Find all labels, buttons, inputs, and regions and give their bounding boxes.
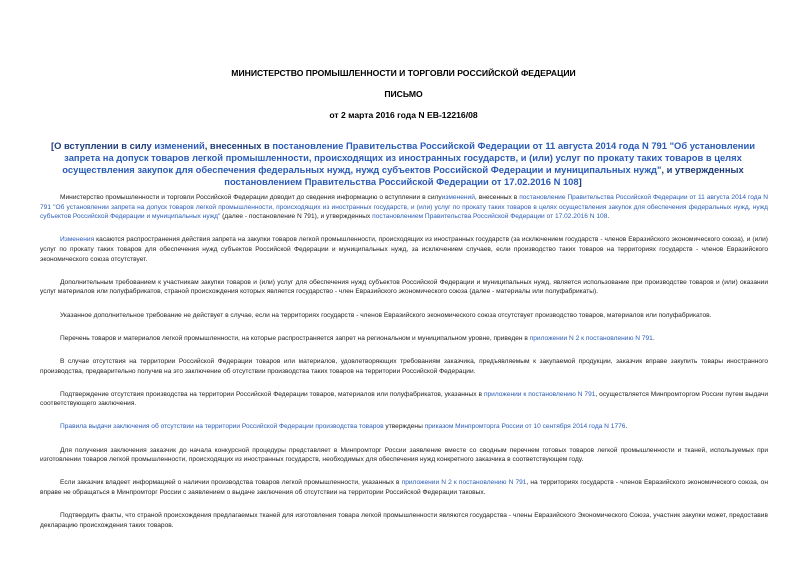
link-appendix[interactable]: приложении к постановлению N 791 [483,390,596,398]
paragraph-5: Перечень товаров и материалов легкой промышленности, на которые распространяется запрет на региональном и муниципальном уровне, приведен в приложении N 2 к постановлению N 791. [60,334,655,342]
title-link-amendments[interactable]: изменений [154,140,205,151]
document-body [40,193,768,544]
link-amendments[interactable]: изменений [441,194,475,201]
title-link-resolution-108[interactable]: постановлением Правительства Российской Федерации от 17.02.2016 N 108 [224,176,579,187]
link-appendix-2[interactable]: приложении N 2 к постановлению N 791 [529,334,653,342]
link-appendix-2-second[interactable]: приложении N 2 к постановлению N 791 [401,479,527,487]
paragraph-3: Дополнительным требованием к участникам закупки товаров и (или) услуг для обеспечения нужд субъектов Российской Федерации и муниципальных нужд, является использование при производстве товаров и (или) оказании услуг материалов или полуфабрикатов, страной происхождения которых является государство - член Евразийского экономического союза (далее - материалы или полуфабрикаты). [40,278,768,296]
paragraph-7: Подтверждение отсутствия производства на территории Российской Федерации товаров, материалов или полуфабрикатов, указанных в приложении к постановлению N 791, осуществляется Минпромторгом России путем выдачи соответствующего заключения. [40,390,769,408]
title-link-resolution-791[interactable]: постановление Правительства Российской Федерации от 11 августа 2014 года N 791 "Об установлении запрета на допуск товаров легкой промышленности, происходящих из иностранных государств, и (или) услуг по прокату таких товаров в целях осуществления закупок для обеспечения федеральных нужд, нужд субъектов Российской Федерации и муниципальных нужд" [62,140,755,175]
link-resolution-108[interactable]: постановлением Правительства Российской Федерации от 17.02.2016 N 108 [372,213,608,221]
link-order-1776[interactable]: приказом Минпромторга России от 10 сентября 2014 года N 1776 [424,423,626,431]
paragraph-11: Подтвердить факты, что страной происхождения предлагаемых тканей для изготовления товара легкой промышленности являются государства - члены Евразийского Экономического Союза, участник закупки может, предоставив декларацию происхождения таких товаров. [40,512,768,529]
document-date-number: от 2 марта 2016 года N ЕВ-12216/08 [329,110,478,120]
ministry-heading: МИНИСТЕРСТВО ПРОМЫШЛЕННОСТИ И ТОРГОВЛИ РОССИЙСКОЙ ФЕДЕРАЦИИ [231,68,576,78]
paragraph-10: Если заказчик владеет информацией о наличии производства товаров легкой промышленности, указанных в приложении N 2 к постановлению N 791, на территориях государств - членов Евразийского экономического союза, он вправе не обращаться в Минпромторг России с заявлением о выдаче заключения об отсутствии на территории Российской Федерации таковых. [40,479,768,497]
paragraph-2: Изменения касаются распространения действия запрета на закупки товаров легкой промышленности, происходящих из иностранных государств (за исключением государств - членов Евразийского экономического союза), и (или) услуг по прокату таких товаров для обеспечения нужд субъектов Российской Федерации и муниципальных нужд, за исключением случаев, если производство таких товаров на территориях государств - членов Евразийского экономического союза отсутствует. [40,236,768,263]
paragraph-4: Указанное дополнительное требование не действует в случае, если на территориях государств - членов Евразийского экономического союза отсутствует производство товаров, материалов или полуфабрикатов. [60,311,712,319]
paragraph-8: Правила выдачи заключения об отсутствии на территории Российской Федерации производства товаров утверждены приказом Минпромторга России от 10 сентября 2014 года N 1776. [60,423,628,431]
paragraph-6: В случае отсутствия на территории Российской Федерации товаров или материалов, удовлетворяющих требованиям заказчика, предъявляемым к закупаемой продукции, заказчик вправе закупить товары иностранного производства, предварительно получив на это заключение об отсутствии производства таких товаров на территории Российской Федерации. [40,357,768,375]
link-rules[interactable]: Правила выдачи заключения об отсутствии на территории Российской Федерации производства товаров [60,423,384,431]
link-changes[interactable]: Изменения [60,236,95,244]
document-type: ПИСЬМО [384,89,423,99]
document-title: [О вступлении в силу изменений, внесенных в постановление Правительства Российской Федерации от 11 августа 2014 года N 791 "Об установлении запрета на допуск товаров легкой промышленности, происходящих из иностранных государств, и (или) услуг по прокату таких товаров в целях осуществления закупок для обеспечения федеральных нужд, нужд субъектов Российской Федерации и муниципальных нужд", и утвержденных постановлением Правительства Российской Федерации от 17.02.2016 N 108] [51,140,755,187]
paragraph-9: Для получения заключения заказчик до начала конкурсной процедуры представляет в Минпромторг России заявление вместе со сводным перечнем готовых товаров легкой промышленности и тканей, используемых при изготовлении товаров легкой промышленности, происходящих из иностранных государств, необходимых для обеспечения нужд конкретного заказчика в соответствующем году. [40,446,768,464]
paragraph-1: Министерство промышленности и торговли Российской Федерации доводит до сведения информацию о вступлении в силуизменений, внесенных в постановление Правительства Российской Федерации от 11 августа 2014 года N 791 "Об установлении запрета на допуск товаров легкой промышленности, происходящих из иностранных государств, и (или) услуг по прокату таких товаров в целях осуществления закупок для обеспечения федеральных нужд, нужд субъектов Российской Федерации и муниципальных нужд" (далее - постановление N 791), и утвержденных постановлением Правительства Российской Федерации от 17.02.2016 N 108. [40,194,769,221]
link-resolution-791[interactable]: постановление Правительства Российской Федерации от 11 августа 2014 года N 791 "Об установлении запрета на допуск товаров легкой промышленности, происходящих из иностранных государств, и (или) услуг по прокату таких товаров в целях осуществления закупок для обеспечения федеральных нужд, нужд субъектов Российской Федерации и муниципальных нужд" [40,194,769,221]
